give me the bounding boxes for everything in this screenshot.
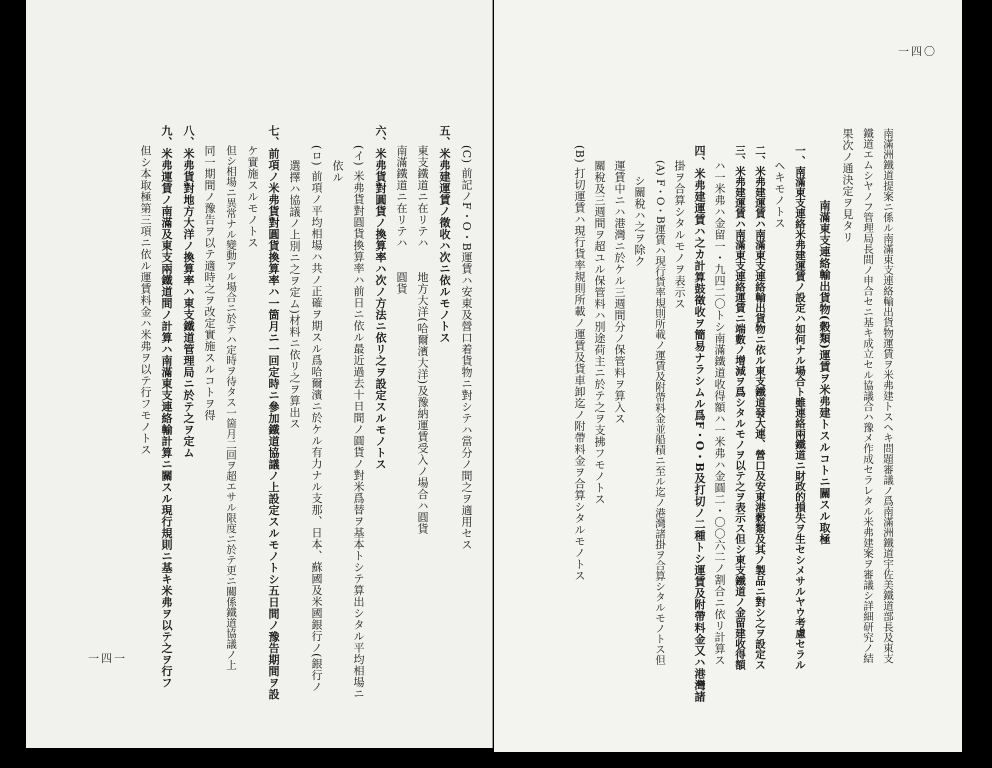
right-column-3: 果次ノ通決定ヲ見タリ [841, 128, 854, 243]
left-column-4: 南滿鐵道ニ在リテハ 圓貨 [395, 145, 408, 295]
left-column-9: 選擇ハ協議ノ上別ニ之ヲ定ム)材料ニ依リ之ヲ算出ス [288, 160, 301, 430]
left-column-12: 但シ相場ニ異常ナル變動アル場合ニ於テハ定時ヲ待タス一箇月二回ヲ超エサル限度ニ於テ更ニ關係鐵道協議ノ上 [225, 145, 237, 670]
right-column-title: 南滿東支連絡輸出貨物(穀類)運賃ヲ米弗建トスルコトニ關スル取極 [818, 200, 831, 545]
left-column-15: 九、米弗運賃ノ南滿及東支兩鐵道間ノ計算ハ南滿東支連絡輸計算ニ關スル現行規則ニ基キ米弗ヲ以テ之ヲ行フ [160, 125, 173, 689]
left-column-5: 六、米弗貨對圓貨ノ換算率ハ次ノ方法ニ依リ之ヲ設定スルモノトス [374, 125, 387, 470]
left-page-folio: 一四一 [88, 652, 127, 665]
left-column-1: (C) 前記ノF・O・B運賃ハ安東及營口着貨物ニ對シテハ當分ノ間之ヲ適用セス [460, 145, 473, 551]
right-column-7: 二、米弗建運賃ハ南滿東支連絡輸出貨物ニ依ル東支鐵道發大連、營口及安東港穀類及其ノ製品ニ對シ之ヲ設定ス [754, 145, 766, 670]
right-column-12: (A) F・O・B運賃ハ現行貨率規則所載ノ運賃及附帶料金並船積ニ至ル迄ノ港灣諸掛ヲ合算シタルモノトス但 [654, 160, 666, 665]
right-page-folio: 一四〇 [898, 45, 937, 58]
left-column-7: 依ル [331, 160, 344, 183]
right-column-10: 四、米弗建運賃ハ之カ計算鼓徵收ヲ簡易ナラシムル爲F・O・B及打切ノ二種トシ運賃及附帶料金又ハ港灣諸 [693, 145, 706, 703]
right-column-2: 鐵道エムシヤノフ管理局長間ノ申合セニ基キ成立セル協議合ハ豫メ作成セラレタル米弗建案ヲ審議シ詳細研究ノ結 [862, 128, 874, 664]
left-column-11: ケ實施スルモノトス [246, 145, 259, 249]
right-column-5: 一、南滿東支連絡米弗建運賃ノ設定ハ如何ナル場合ト雖連絡兩鐵道ニ財政的損失ヲ生セシメサルヤウ考慮セラル [794, 145, 806, 670]
right-column-8: 三、米弗建運賃ハ南滿東支連絡運賃ニ端數ノ增減ヲ爲シタルモノヲ以テ之ヲ表示ス但シ東支鐵道ノ金留建收得額 [734, 145, 746, 670]
right-column-1: 南滿洲鐵道提案ニ係ル南滿東支連絡輸出貨物運賃ヲ米弗建トスヘキ問題審議ノ爲南滿洲鐵道宇佐美鐵道部長及東支 [882, 128, 894, 664]
left-page [26, 0, 493, 748]
right-column-13: シ關稅ハ之ヲ除ク [633, 175, 646, 267]
left-column-10: 七、前項ノ米弗貨對圓貨換算率ハ一箇月ニ一回定時ニ參加鐵道協議ノ上設定スルモノトシ五日間ノ豫告期間ヲ設 [267, 125, 280, 700]
left-column-3: 東支鐵道ニ在リテハ 地方大洋(哈爾濱大洋)及豫納運賃受入ノ場合ハ圓貨 [416, 145, 429, 535]
left-column-6: (イ) 米弗貨對圓貨換算率ハ前日ニ依ル最近過去十日間ノ圓貨ノ對米爲替ヲ基本トシテ算出シタル平均相場ニ [352, 145, 365, 700]
right-column-9: ハ一米弗ハ金留一・九四二〇トシ南滿鐵道收得額ハ一米弗ハ金圓二・〇〇六二ノ割合ニ依リ計算ス [713, 160, 726, 666]
left-column-8: (ロ) 前項ノ平均相場ハ共ノ正確ヲ期スル爲哈爾濱ニ於ケル有力ナル支那、日本、蘇國及米國銀行ノ(銀行ノ [310, 145, 323, 693]
right-column-11: 掛ヲ合算シタルモノヲ表示ス [673, 160, 686, 310]
left-column-14: 八、米弗貨對地方大洋ノ換算率ハ東支鐵道管理局ニ於テ之ヲ定ム [182, 125, 195, 459]
right-column-14: 運賃中ニハ港灣ニ於ケル三週間分ノ保管料ヲ算入ス [613, 160, 626, 425]
right-column-6: ヘキモノトス [773, 160, 786, 229]
right-column-15: 關稅及三週間ヲ超ユル保管料ハ別途荷主ニ於テ之ヲ支拂フモノトス [593, 160, 606, 505]
left-column-13: 同一期間ノ豫告ヲ以テ適時之ヲ改定實施スルコトヲ得 [203, 145, 216, 421]
left-column-2: 五、米弗建運賃ノ徵收ハ次ニ依ルモノトス [438, 125, 451, 344]
right-column-16: (B) 打切運賃ハ現行貨率規則所載ノ運賃及貨車卸迄ノ附帶料金ヲ合算シタルモノトス [573, 145, 586, 582]
right-page [494, 0, 962, 752]
left-column-16: 但シ本取極第三項ニ依ル運賃料金ハ米弗ヲ以テ行フモノトス [139, 145, 152, 456]
